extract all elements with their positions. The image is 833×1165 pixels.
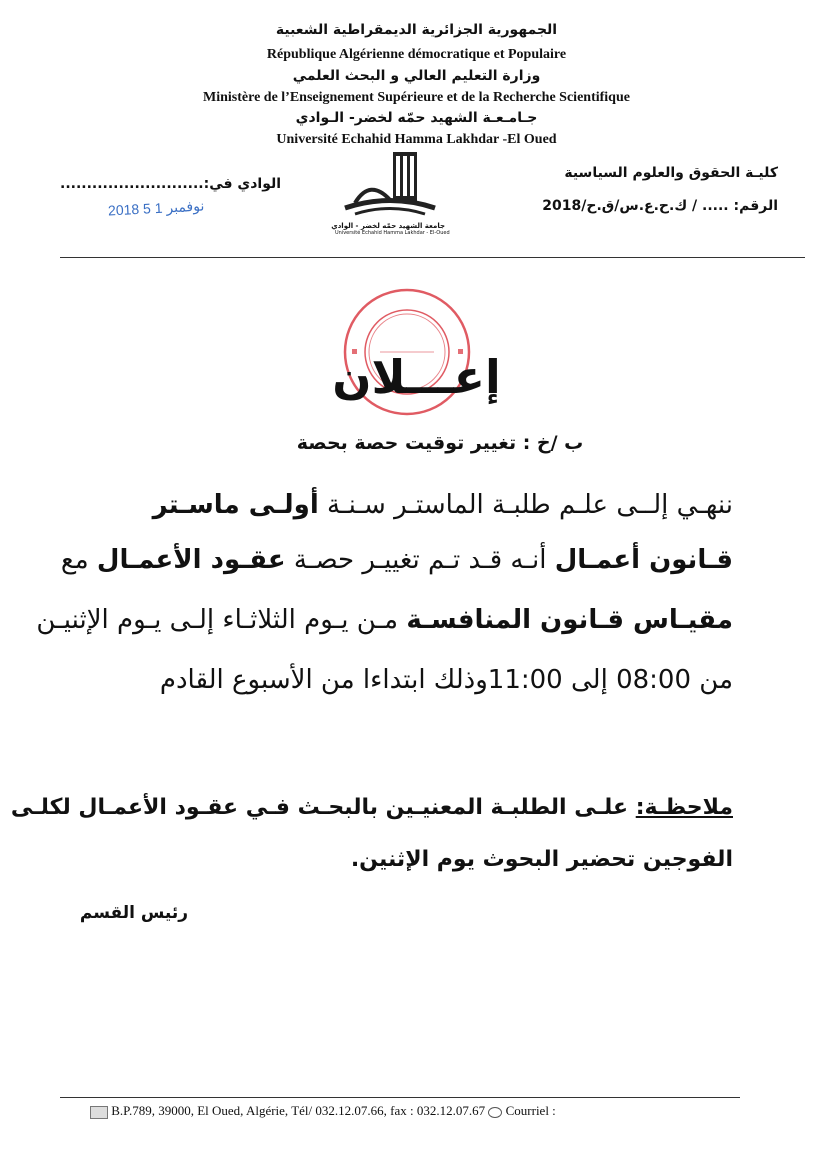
body-line-4: من 08:00 إلى 11:00وذلك ابتداءا من الأسبوع القادم — [159, 665, 733, 695]
mail-icon — [488, 1107, 502, 1118]
faculty-name: كليـة الحقوق والعلوم السياسية — [564, 165, 778, 181]
body-line-3 — [36, 605, 733, 635]
body-line-2-bold-a: قـانون أعمـال — [554, 545, 733, 575]
footer-contact — [90, 1103, 556, 1119]
envelope-icon — [90, 1106, 108, 1119]
logo-caption-fr: Université Echahid Hamma Lakhdar - El-Oued — [335, 230, 450, 236]
body-line-2-bold-b: عقـود الأعمـال — [96, 545, 286, 575]
body-line-2-text-b: مع — [60, 545, 97, 575]
footer-email-label: Courriel : — [505, 1103, 556, 1118]
body-line-3-text: مـن يـوم الثلاثـاء إلـى يـوم الإثنيـن — [36, 605, 407, 635]
note-text: علـى الطلبـة المعنيـين بالبحـث فـي عقـود الأعمـال لكلـى — [10, 795, 636, 820]
logo-graphic — [335, 148, 445, 218]
body-line-1 — [153, 490, 733, 520]
header-fr-ministry: Ministère de l’Enseignement Supérieure et de la Recherche Scientifique — [203, 90, 630, 105]
date-stamp: 2018 نوفمبر 1 5 — [107, 197, 205, 219]
header-ar-university: جـامـعـة الشهيد حمّه لخضر- الـوادي — [295, 110, 538, 126]
note-line-2: الفوجين تحضير البحوث يوم الإثنين. — [350, 847, 733, 872]
footer-address: B.P.789, 39000, El Oued, Algérie, Tél/ 032.12.07.66, fax : 032.12.07.67 — [111, 1103, 486, 1118]
body-line-1-bold: أولـى ماسـتر — [152, 490, 319, 520]
reference-number: الرقم: ..... / ك.ح.ع.س/ق.ح/2018 — [542, 198, 778, 214]
body-line-2 — [61, 545, 733, 575]
note-line-1 — [11, 795, 733, 820]
note-label: ملاحظـة: — [635, 795, 733, 820]
notice-subject: ب /خ : تغيير توقيت حصة بحصة — [296, 432, 584, 454]
body-line-3-bold: مقيـاس قـانون المنافسـة — [406, 605, 733, 635]
place-date-field: الوادي في:........................... — [60, 176, 282, 192]
body-line-2-text-a: أنـه قـد تـم تغييـر حصـة — [285, 545, 555, 575]
footer-divider — [60, 1097, 740, 1098]
notice-title: إعـــلان — [332, 350, 501, 404]
header-fr-university: Université Echahid Hamma Lakhdar -El Oued — [276, 132, 557, 147]
header-ar-republic: الجمهورية الجزائرية الديمقراطية الشعبية — [275, 22, 558, 38]
header-fr-republic: République Algérienne démocratique et Populaire — [266, 47, 567, 62]
university-logo — [331, 148, 450, 243]
logo-caption-ar: جامعة الشهيد حمّه لخضر - الوادي — [331, 222, 445, 230]
header-ar-ministry: وزارة التعليم العالي و البحث العلمي — [292, 68, 541, 84]
signature-title: رئيس القسم — [79, 903, 188, 923]
body-line-1-text: ننهـي إلــى علـم طلبـة الماستـر سـنـة — [318, 490, 733, 520]
header-divider — [60, 257, 805, 258]
